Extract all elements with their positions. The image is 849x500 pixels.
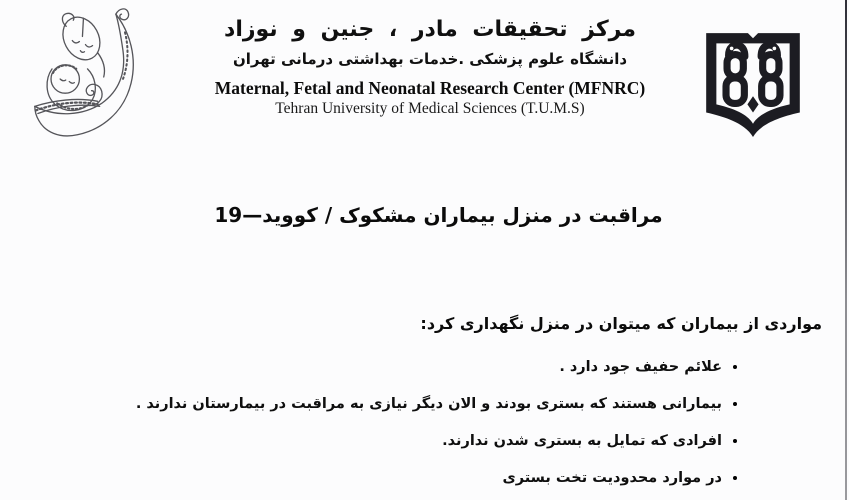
criteria-list [30,357,822,489]
section-heading: مواردی از بیماران که میتوان در منزل نگهداری کرد: [420,314,822,333]
document-title: مراقبت در منزل بیماران مشکوک / کووید—19 [214,203,663,227]
center-name-english: Maternal, Fetal and Neonatal Research Center (MFNRC) [214,78,646,98]
tums-emblem-icon [703,24,803,139]
page-edge-line [845,0,847,500]
mother-and-baby-logo [18,2,156,152]
list-item: • افرادی که تمایل به بستری شدن ندارند. [30,431,722,452]
list-item: • علائم حفیف جود دارد . [30,357,722,378]
center-name-farsi: مرکز تحقیقات مادر ، جنین و نوزاد [224,17,636,42]
university-name-farsi: دانشگاه علوم پزشکی .خدمات بهداشتی درمانی تهران [232,50,628,68]
list-item: • بیمارانی هستند که بستری بودند و الان دیگر نیازی به مراقبت در بیمارستان ندارند . [30,394,722,415]
document-body [30,312,822,500]
letterhead [160,14,700,118]
list-item: • در موارد محدودیت تخت بستری [30,468,722,489]
university-name-english: Tehran University of Medical Sciences (T.U.M.S) [275,100,585,117]
